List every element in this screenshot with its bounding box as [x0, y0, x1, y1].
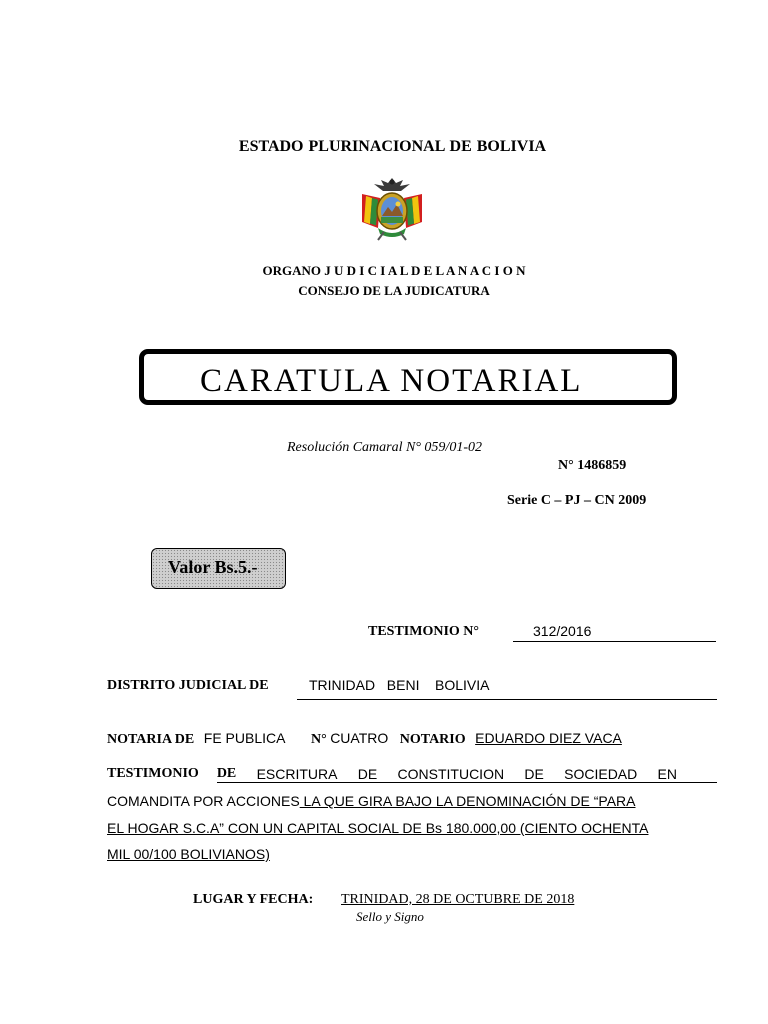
testimonio-line-3: EL HOGAR S.C.A” CON UN CAPITAL SOCIAL DE Bs 180.000,00 (CIENTO OCHENTA [107, 820, 649, 836]
distrito-field [297, 676, 717, 700]
title-banner [139, 349, 677, 405]
valor-stamp [151, 548, 286, 589]
sello-text: Sello y Signo [356, 909, 424, 924]
lugar-label: LUGAR Y FECHA: [193, 892, 314, 907]
word: DE [357, 766, 378, 782]
coat-of-arms-icon [358, 176, 426, 242]
consejo-heading: CONSEJO DE LA JUDICATURA [298, 283, 490, 298]
notaria-row [107, 730, 622, 748]
testimonio-label: TESTIMONIO [107, 766, 199, 781]
numero-label: N° [310, 732, 327, 747]
word: CONSTITUCION [397, 766, 505, 782]
testimonio-line-2 [107, 793, 636, 809]
word: ESCRITURA [256, 766, 338, 782]
testimonio-line-4: MIL 00/100 BOLIVIANOS) [107, 846, 270, 862]
word: EN [657, 766, 677, 782]
testimonio-number-value: 312/2016 [533, 623, 592, 639]
numero-value: CUATRO [330, 730, 389, 746]
testimonio-line-2-plain: COMANDITA POR ACCIONES [107, 793, 300, 809]
notaria-label: NOTARIA DE [107, 732, 195, 747]
valor-text: Valor Bs.5.- [168, 557, 258, 577]
testimonio-line-1 [107, 766, 717, 783]
banner-title: CARATULA NOTARIAL [200, 363, 583, 399]
country-title: ESTADO PLURINACIONAL DE BOLIVIA [238, 138, 547, 155]
word: DE [524, 766, 544, 782]
notario-label: NOTARIO [399, 732, 466, 747]
notario-value: EDUARDO DIEZ VACA [475, 730, 622, 746]
testimonio-number-label: TESTIMONIO N° [368, 624, 480, 639]
resolution-text: Resolución Camaral N° 059/01-02 [287, 440, 482, 455]
testimonio-line-2-underlined: LA QUE GIRA BAJO LA DENOMINACIÓN DE “PARA [299, 793, 636, 809]
notaria-value: FE PUBLICA [203, 730, 286, 746]
document-number: N° 1486859 [558, 458, 627, 473]
lugar-value: TRINIDAD, 28 DE OCTUBRE DE 2018 [341, 892, 575, 907]
testimonio-number-field [513, 622, 716, 642]
distrito-label: DISTRITO JUDICIAL DE [107, 678, 269, 693]
testimonio-underlined-words [217, 766, 717, 783]
testimonio-de-label: DE [216, 766, 237, 781]
distrito-value: TRINIDAD BENI BOLIVIA [309, 677, 490, 693]
serie-text: Serie C – PJ – CN 2009 [507, 493, 647, 508]
organo-judicial-heading: ORGANO J U D I C I A L D E L A N A C I O N [262, 263, 526, 278]
word: SOCIEDAD [564, 766, 638, 782]
